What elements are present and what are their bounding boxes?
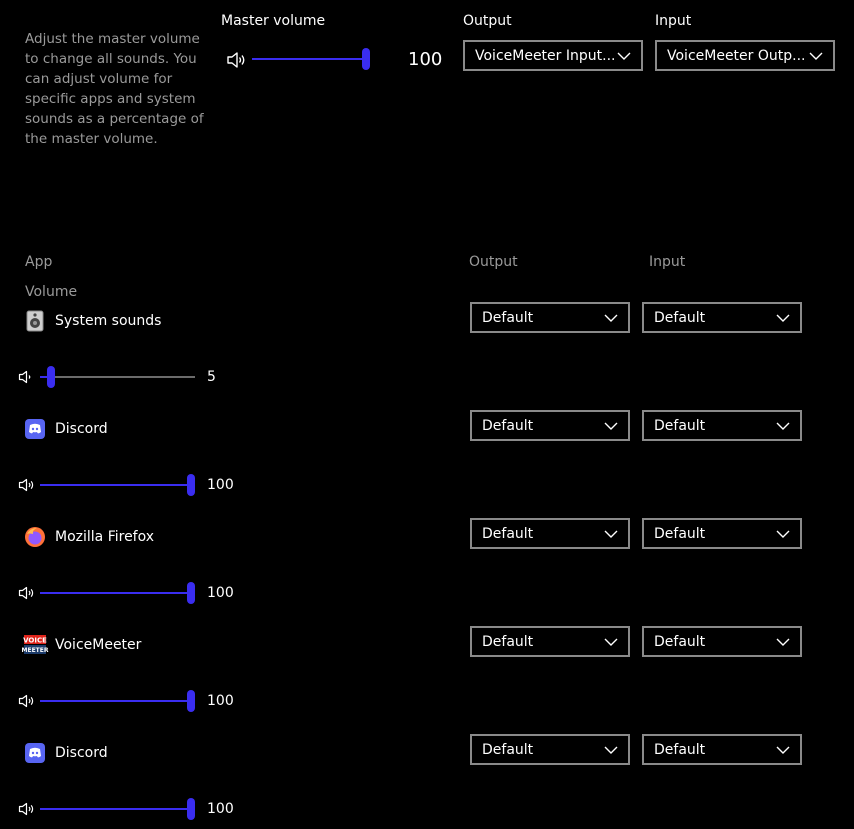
chevron-down-icon [776, 421, 790, 430]
app-output-dropdown[interactable] [470, 734, 630, 765]
master-volume-value: 100 [408, 49, 443, 70]
app-name: Discord [55, 745, 108, 761]
slider-thumb[interactable] [362, 48, 370, 70]
app-input-value: Default [654, 417, 706, 434]
discord-icon [24, 742, 46, 764]
column-input-header: Input [649, 254, 686, 270]
app-input-value: Default [654, 741, 706, 758]
slider-track-filled[interactable] [40, 592, 191, 594]
master-output-value: VoiceMeeter Input... [475, 47, 616, 64]
master-input-value: VoiceMeeter Outp... [667, 47, 806, 64]
app-name: System sounds [55, 313, 162, 329]
app-name: Discord [55, 421, 108, 437]
chevron-down-icon [604, 421, 618, 430]
chevron-down-icon [776, 313, 790, 322]
master-speaker-icon[interactable] [226, 50, 248, 70]
app-input-dropdown[interactable] [642, 734, 802, 765]
svg-text:VOICE: VOICE [23, 636, 47, 645]
column-app-header: App [25, 254, 53, 270]
app-volume-value: 100 [207, 585, 234, 601]
app-output-value: Default [482, 309, 534, 326]
speaker-icon[interactable] [18, 369, 35, 385]
app-output-value: Default [482, 417, 534, 434]
slider-track-empty[interactable] [51, 376, 195, 378]
chevron-down-icon [776, 745, 790, 754]
app-input-value: Default [654, 633, 706, 650]
app-name: VoiceMeeter [55, 637, 142, 653]
app-output-value: Default [482, 525, 534, 542]
slider-thumb[interactable] [187, 474, 195, 496]
app-volume-value: 5 [207, 369, 216, 385]
chevron-down-icon [617, 51, 631, 60]
speaker-icon[interactable] [18, 801, 35, 817]
column-output-header: Output [469, 254, 518, 270]
slider-track-filled[interactable] [40, 808, 191, 810]
slider-thumb[interactable] [47, 366, 55, 388]
app-output-value: Default [482, 633, 534, 650]
master-output-label: Output [463, 13, 512, 29]
speaker-box-icon [24, 310, 46, 332]
master-volume-label: Master volume [221, 13, 326, 29]
app-output-dropdown[interactable] [470, 302, 630, 333]
slider-thumb[interactable] [187, 798, 195, 820]
app-input-value: Default [654, 309, 706, 326]
app-output-dropdown[interactable] [470, 518, 630, 549]
chevron-down-icon [604, 529, 618, 538]
app-volume-value: 100 [207, 477, 234, 493]
voicemeeter-icon [21, 634, 49, 656]
app-output-dropdown[interactable] [470, 410, 630, 441]
app-volume-value: 100 [207, 801, 234, 817]
chevron-down-icon [776, 637, 790, 646]
chevron-down-icon [604, 745, 618, 754]
svg-text:MEETER: MEETER [21, 647, 49, 654]
chevron-down-icon [604, 313, 618, 322]
app-input-value: Default [654, 525, 706, 542]
app-name: Mozilla Firefox [55, 529, 155, 545]
app-input-dropdown[interactable] [642, 302, 802, 333]
slider-track-filled[interactable] [252, 58, 366, 60]
app-volume-value: 100 [207, 693, 234, 709]
firefox-icon [24, 526, 46, 548]
app-output-value: Default [482, 741, 534, 758]
speaker-icon[interactable] [18, 477, 35, 493]
master-input-label: Input [655, 13, 692, 29]
slider-thumb[interactable] [187, 690, 195, 712]
chevron-down-icon [604, 637, 618, 646]
slider-thumb[interactable] [187, 582, 195, 604]
master-input-dropdown[interactable] [655, 40, 835, 71]
master-volume-description: Adjust the master volume to change all sounds. You can adjust volume for specific apps and system sounds as a percentage of the master volume. [25, 31, 204, 147]
chevron-down-icon [809, 51, 823, 60]
chevron-down-icon [776, 529, 790, 538]
app-input-dropdown[interactable] [642, 410, 802, 441]
app-input-dropdown[interactable] [642, 626, 802, 657]
speaker-icon[interactable] [18, 585, 35, 601]
discord-icon [24, 418, 46, 440]
app-output-dropdown[interactable] [470, 626, 630, 657]
master-output-dropdown[interactable] [463, 40, 643, 71]
app-input-dropdown[interactable] [642, 518, 802, 549]
slider-track-filled[interactable] [40, 484, 191, 486]
slider-track-filled[interactable] [40, 700, 191, 702]
speaker-icon[interactable] [18, 693, 35, 709]
column-volume-header: Volume [25, 284, 78, 300]
